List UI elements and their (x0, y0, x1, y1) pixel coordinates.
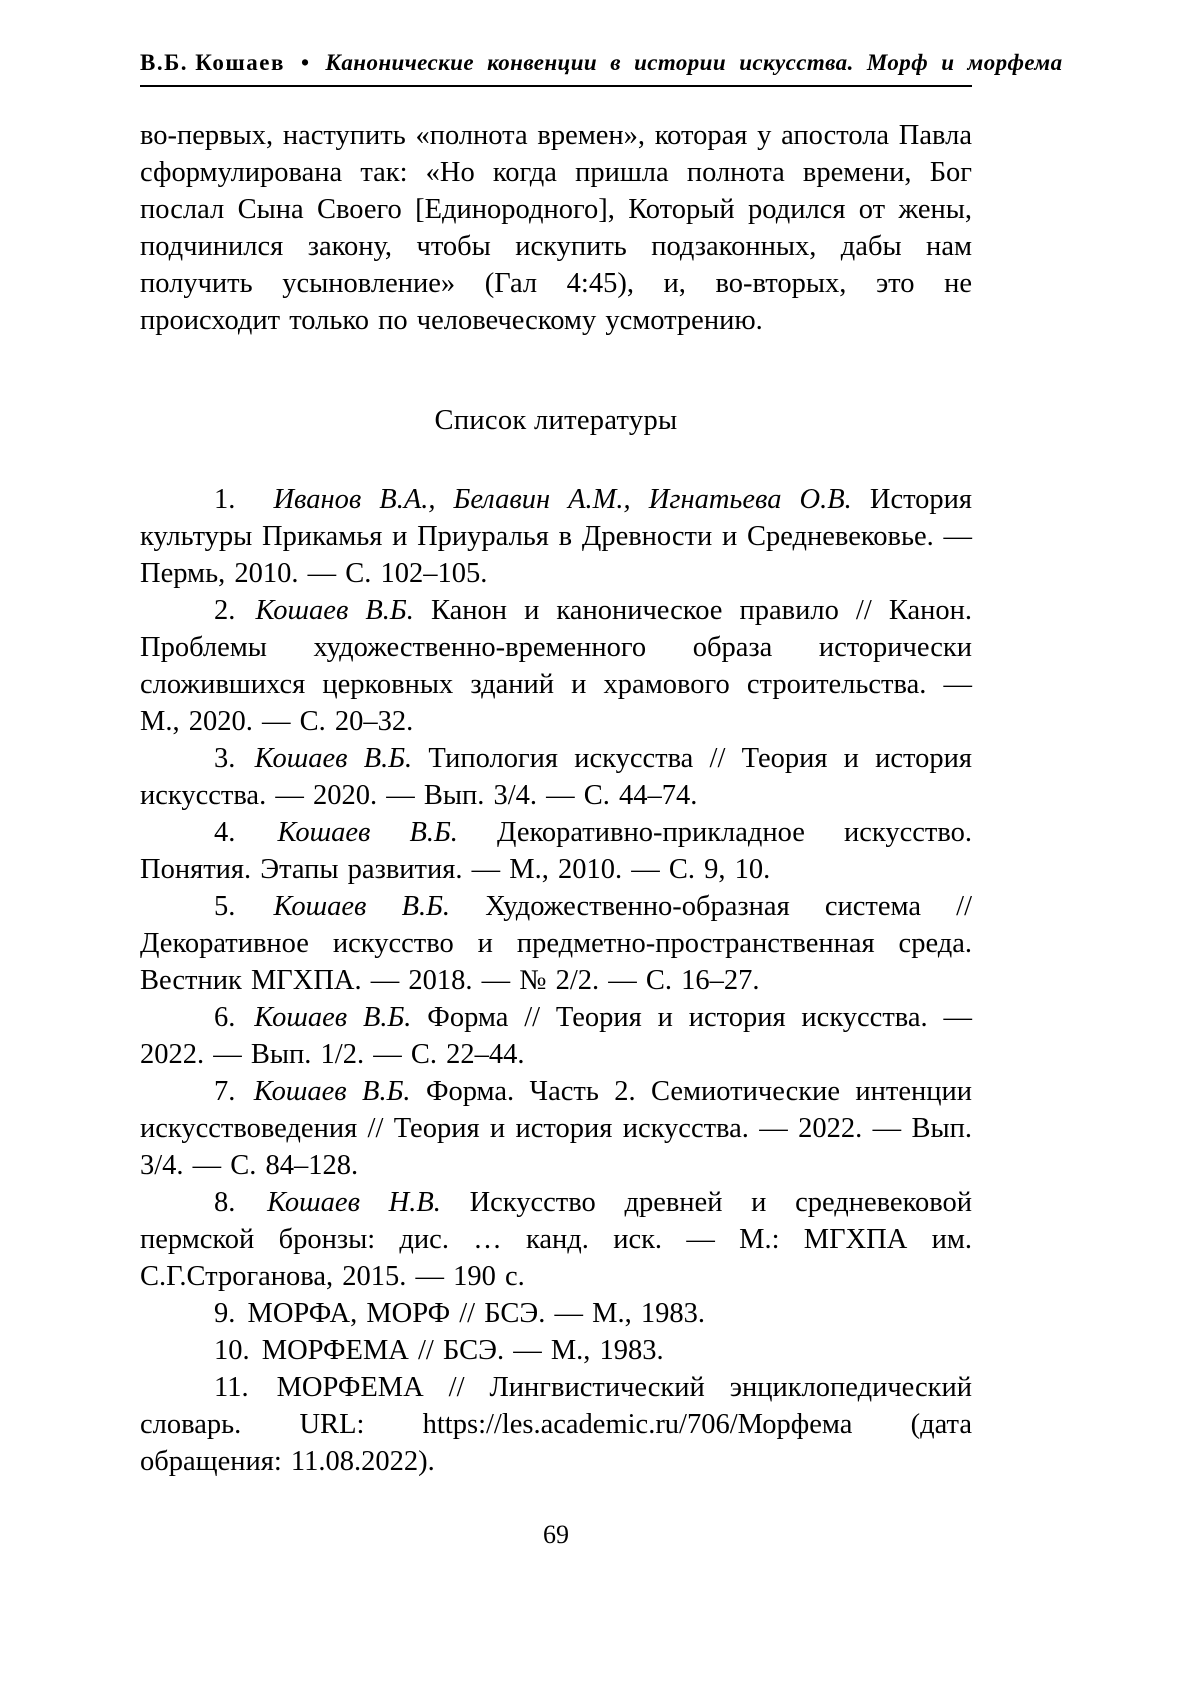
header-title: Канонические конвенции в истории искусства. Морф и морфема (325, 50, 1063, 75)
reference-text: МОРФЕМА // Лингвистический энциклопедический словарь. URL: https://les.academic.ru/706/Морфема (дата обращения: 11.08.2022). (140, 1372, 973, 1477)
reference-item (140, 1295, 972, 1332)
reference-text: Канон и каноническое правило // Канон. Проблемы художественно-временного образа исторически сложившихся церковных зданий и храмового строительства. — М., 2020. — С. 20–32. (140, 595, 972, 737)
reference-authors: Кошаев В.Б. (254, 743, 413, 774)
running-header (140, 50, 1063, 76)
reference-text: Художественно-образная система // Декоративное искусство и предметно-пространственная среда. Вестник МГХПА. — 2018. — № 2/2. — С. 16–27. (140, 891, 973, 996)
reference-text: Форма // Теория и история искусства. — 2022. — Вып. 1/2. — С. 22–44. (140, 1002, 972, 1070)
reference-item (140, 999, 972, 1073)
reference-authors: Кошаев В.Б. (253, 1076, 411, 1107)
reference-authors: Кошаев В.Б. (254, 1002, 412, 1033)
reference-item (140, 888, 972, 999)
reference-authors: Кошаев В.Б. (273, 891, 451, 922)
reference-authors: Кошаев Н.В. (267, 1187, 441, 1218)
reference-number: 6. (214, 1002, 236, 1033)
reference-text: Декоративно-прикладное искусство. Понятия. Этапы развития. — М., 2010. — С. 9, 10. (140, 817, 973, 885)
reference-authors: Кошаев В.Б. (277, 817, 458, 848)
body-paragraph: во-первых, наступить «полнота времен», которая у апостола Павла сформулирована так: «Но когда пришла полнота времени, Бог послал Сына Своего [Единородного], Который родился от жены, подчинился закону, чтобы искупить подзаконных, дабы нам получить усыновление» (Гал 4:45), и, во-вторых, это не происходит только по человеческому усмотрению. (140, 120, 972, 336)
reference-text: История культуры Прикамья и Приуралья в Древности и Средневековье. — Пермь, 2010. — С. 102–105. (140, 484, 973, 589)
reference-number: 4. (214, 817, 236, 848)
references-heading: Список литературы (434, 405, 678, 436)
reference-number: 8. (214, 1187, 236, 1218)
reference-number: 9. (214, 1298, 236, 1329)
reference-number: 10. (214, 1335, 250, 1366)
reference-text: Типология искусства // Теория и история искусства. — 2020. — Вып. 3/4. — С. 44–74. (140, 743, 972, 811)
header-separator: • (300, 50, 310, 75)
reference-number: 2. (214, 595, 236, 626)
reference-authors: Кошаев В.Б. (255, 595, 414, 626)
reference-text: МОРФЕМА // БСЭ. — М., 1983. (261, 1335, 664, 1366)
reference-number: 7. (214, 1076, 236, 1107)
reference-item (140, 481, 972, 592)
reference-text: Искусство древней и средневековой пермской бронзы: дис. … канд. иск. — М.: МГХПА им. С.Г.Строганова, 2015. — 190 с. (140, 1187, 972, 1292)
reference-number: 5. (214, 891, 236, 922)
header-author: В.Б. Кошаев (140, 50, 285, 75)
reference-item (140, 740, 972, 814)
page-content (140, 117, 972, 1480)
reference-number: 3. (214, 743, 236, 774)
reference-item (140, 814, 972, 888)
reference-item (140, 1332, 972, 1369)
reference-number: 11. (214, 1372, 249, 1403)
page-number: 69 (543, 1520, 569, 1549)
reference-item (140, 1184, 972, 1295)
header-rule (140, 85, 972, 87)
references-list (140, 481, 972, 1480)
page-footer (140, 1520, 972, 1550)
reference-authors: Иванов В.А., Белавин А.М., Игнатьева О.В. (273, 484, 852, 515)
reference-text: Форма. Часть 2. Семиотические интенции искусствоведения // Теория и история искусства. — 2022. — Вып. 3/4. — С. 84–128. (140, 1076, 972, 1181)
reference-item (140, 1369, 972, 1480)
reference-item (140, 592, 972, 740)
reference-number: 1. (214, 484, 236, 515)
reference-item (140, 1073, 972, 1184)
reference-text: МОРФА, МОРФ // БСЭ. — М., 1983. (247, 1298, 705, 1329)
